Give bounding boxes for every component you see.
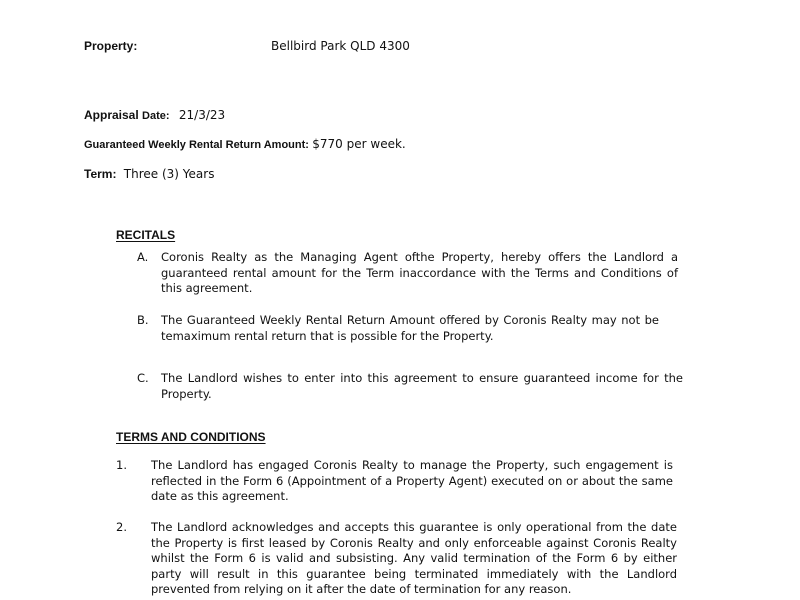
rental-amount-value: $770 per week. (312, 137, 406, 151)
recital-marker: A. (137, 250, 149, 264)
recital-c-text: The Landlord wishes to enter into this agreement to ensure guaranteed income for the Property. (161, 371, 683, 401)
rental-amount-label: Guaranteed Weekly Rental Return Amount: (84, 139, 309, 151)
property-value: Bellbird Park QLD 4300 (271, 39, 410, 53)
recital-a-text: Coronis Realty as the Managing Agent ofthe Property, hereby offers the Landlord a guaranteed rental amount for the Term inaccordance with the Terms and Conditions of this agreement. (161, 250, 678, 295)
appraisal-date-value: 21/3/23 (178, 108, 226, 122)
appraisal-date-line (84, 107, 225, 124)
property-label: Property: (84, 39, 138, 53)
terms-heading: TERMS AND CONDITIONS (116, 430, 266, 444)
term-value: Three (3) Years (123, 167, 215, 181)
recitals-heading: RECITALS (116, 228, 176, 242)
appraisal-label: Appraisal (84, 108, 139, 122)
term-2-text: The Landlord acknowledges and accepts this guarantee is only operational from the date the Property is first leased by Coronis Realty and only enforceable against Coronis Realty whilst the Form 6 is valid and subsisting. Any valid termination of the Form 6 by either party will result in this guarantee being terminated immediately with the Landlord prevented from relying on it after the date of termination for any reason. (151, 520, 677, 596)
recital-marker: C. (137, 371, 149, 385)
term-marker: 1. (116, 458, 127, 472)
rental-amount-line (84, 136, 406, 153)
term-label: Term: (84, 167, 117, 181)
term-line (84, 166, 214, 182)
recital-b-text: The Guaranteed Weekly Rental Return Amount offered by Coronis Realty may not be temaximum rental return that is possible for the Property. (161, 313, 659, 343)
term-1-text: The Landlord has engaged Coronis Realty to manage the Property, such engagement is reflected in the Form 6 (Appointment of a Property Agent) executed on or about the same date as this agreement. (151, 458, 673, 503)
term-marker: 2. (116, 520, 127, 534)
appraisal-date-label: Date: (142, 110, 170, 122)
recital-marker: B. (137, 313, 149, 327)
